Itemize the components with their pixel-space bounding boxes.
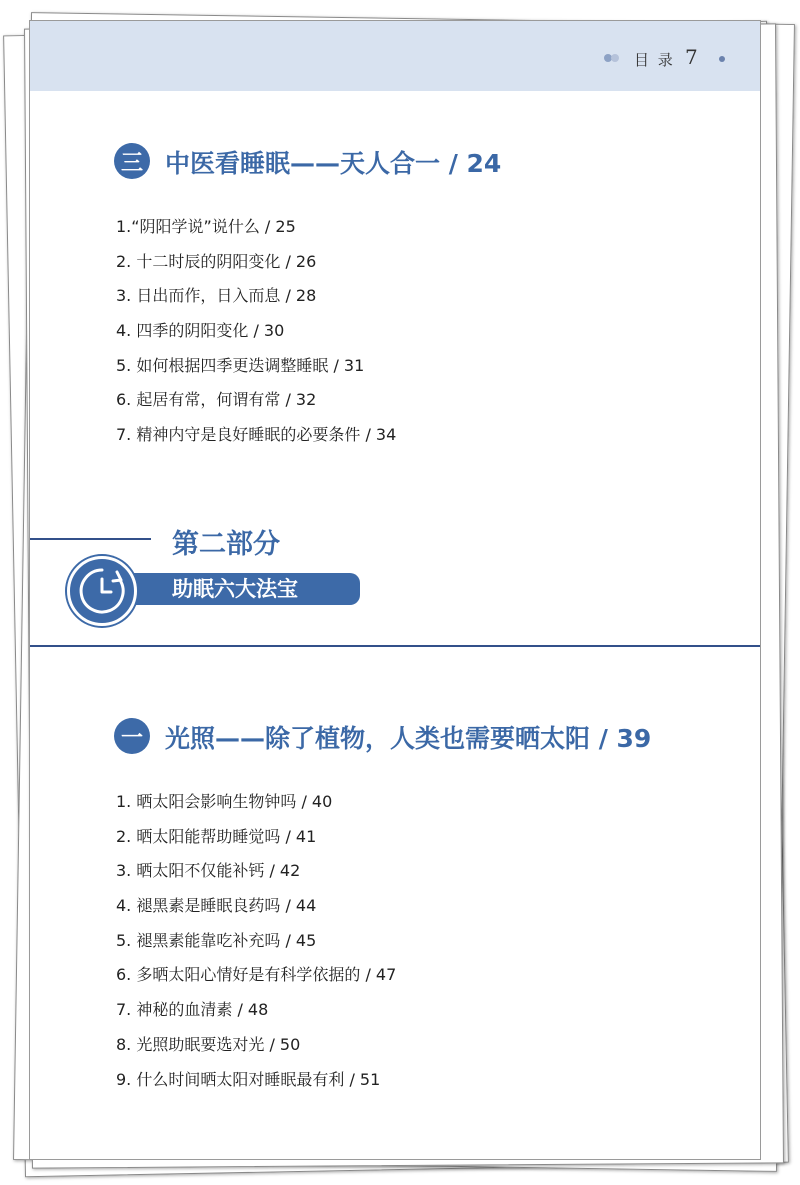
header-dots-icon bbox=[604, 54, 624, 64]
clock-icon bbox=[75, 564, 129, 618]
toc-item[interactable]: 3. 晒太阳不仅能补钙 / 42 bbox=[116, 861, 301, 881]
toc-item[interactable]: 6. 起居有常，何谓有常 / 32 bbox=[116, 390, 317, 410]
toc-item[interactable]: 5. 褪黑素能靠吃补充吗 / 45 bbox=[116, 930, 317, 950]
part-divider bbox=[30, 645, 760, 647]
toc-item[interactable]: 6. 多晒太阳心情好是有科学依据的 / 47 bbox=[116, 965, 397, 985]
toc-item[interactable]: 7. 神秘的血清素 / 48 bbox=[116, 1000, 269, 1020]
part-rule-left bbox=[30, 538, 151, 540]
section-title-3[interactable]: 中医看睡眠——天人合一 / 24 bbox=[165, 149, 502, 178]
toc-item[interactable]: 1.“阴阳学说”说什么 / 25 bbox=[116, 217, 296, 236]
header-dot-icon bbox=[719, 56, 725, 62]
toc-item[interactable]: 2. 晒太阳能帮助睡觉吗 / 41 bbox=[116, 826, 317, 846]
section-title-1[interactable]: 光照——除了植物，人类也需要晒太阳 / 39 bbox=[165, 724, 652, 753]
toc-item[interactable]: 1. 晒太阳会影响生物钟吗 / 40 bbox=[116, 792, 333, 811]
section-1-toc-list bbox=[116, 785, 396, 1097]
toc-item[interactable]: 4. 褪黑素是睡眠良药吗 / 44 bbox=[116, 896, 317, 916]
toc-item[interactable]: 7. 精神内守是良好睡眠的必要条件 / 34 bbox=[116, 425, 397, 445]
toc-item[interactable]: 8. 光照助眠要选对光 / 50 bbox=[116, 1034, 301, 1054]
header-label: 目 录 bbox=[634, 51, 675, 69]
toc-item[interactable]: 2. 十二时辰的阴阳变化 / 26 bbox=[116, 251, 317, 271]
part-label: 第二部分 bbox=[172, 529, 280, 560]
section-badge-1: 一 bbox=[114, 718, 150, 754]
toc-item[interactable]: 9. 什么时间晒太阳对睡眠最有利 / 51 bbox=[116, 1069, 381, 1089]
toc-item[interactable]: 5. 如何根据四季更迭调整睡眠 / 31 bbox=[116, 355, 365, 375]
page-number: 7 bbox=[685, 45, 698, 69]
part-subtitle[interactable]: 助眠六大法宝 bbox=[172, 577, 298, 601]
toc-item[interactable]: 3. 日出而作，日入而息 / 28 bbox=[116, 286, 317, 306]
page-header bbox=[30, 21, 760, 91]
section-3-toc-list bbox=[116, 210, 396, 453]
toc-item[interactable]: 4. 四季的阴阳变化 / 30 bbox=[116, 321, 285, 341]
section-badge-3: 三 bbox=[114, 143, 150, 179]
toc-page bbox=[29, 20, 761, 1160]
